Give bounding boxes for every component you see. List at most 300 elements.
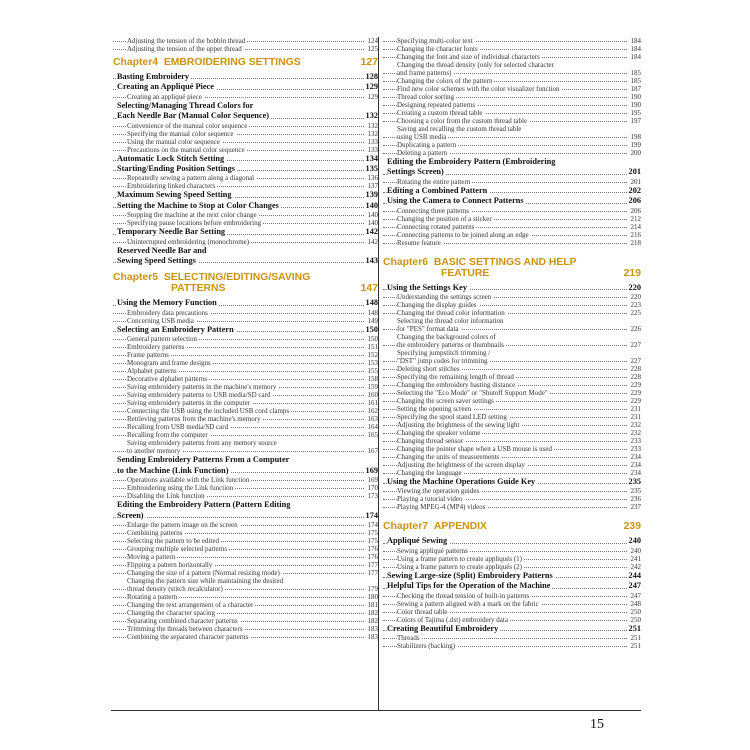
- toc-subentry[interactable]: [113, 625, 378, 633]
- toc-entry-line: Selecting the thread color information: [397, 317, 504, 326]
- toc-entry-text: Changing the character fonts: [397, 45, 478, 53]
- toc-entry-text: Screen): [117, 510, 144, 520]
- toc-page-number: 140: [365, 200, 378, 210]
- toc-entry-text: Connecting patterns to be joined along an edge: [397, 230, 529, 239]
- toc-subentry[interactable]: [113, 335, 378, 343]
- toc-subentry[interactable]: [383, 231, 641, 239]
- toc-entry-text: Specifying the spool stand LED setting: [397, 413, 507, 422]
- toc-page-number: 233: [630, 437, 641, 446]
- toc-page-number: 212: [630, 214, 641, 223]
- toc-subentry[interactable]: [113, 238, 378, 246]
- toc-subentry[interactable]: [113, 391, 378, 399]
- toc-subentry[interactable]: [383, 445, 641, 453]
- toc-entry-text: Adjusting the brightness of the sewing light: [397, 421, 520, 430]
- toc-subentry[interactable]: [383, 461, 641, 469]
- toc-section-entry[interactable]: [113, 190, 378, 200]
- toc-page-number: 227: [630, 357, 641, 366]
- toc-entry-text: Sewing Large-size (Split) Embroidery Patterns: [387, 570, 553, 580]
- toc-entry-text: Specifying the manual color sequence: [127, 129, 234, 138]
- toc-entry-text: Embroidering using the Link function: [127, 484, 234, 493]
- toc-entry-text: Changing the font and size of individual characters: [397, 53, 540, 61]
- toc-section-entry[interactable]: [113, 164, 378, 174]
- toc-page-number: 190: [630, 93, 641, 101]
- toc-subentry[interactable]: [113, 415, 378, 423]
- toc-entry-text: and frame patterns): [397, 69, 452, 77]
- toc-entry-text: Thread color sorting: [397, 93, 455, 101]
- toc-page-number: 183: [367, 624, 378, 633]
- toc-entry-text: Using the manual color sequence: [127, 137, 220, 146]
- toc-entry-text: Moving a pattern: [127, 552, 176, 561]
- toc-section-entry[interactable]: [113, 466, 378, 476]
- toc-page-number: 216: [630, 230, 641, 239]
- toc-entry-text: Stabilizers (backing): [397, 642, 456, 651]
- toc-page-number: 190: [630, 101, 641, 109]
- toc-entry-text: Changing the character spacing: [127, 608, 216, 617]
- toc-page-number: 247: [628, 581, 641, 591]
- toc-entry-text: Changing the language: [397, 469, 462, 478]
- toc-page-number: 233: [630, 445, 641, 454]
- toc-subentry[interactable]: [113, 45, 378, 53]
- toc-section-entry[interactable]: [383, 571, 641, 581]
- toc-subentry[interactable]: [383, 357, 641, 365]
- toc-subentry[interactable]: [113, 37, 378, 45]
- toc-subentry[interactable]: [383, 437, 641, 445]
- toc-subentry[interactable]: [383, 149, 641, 157]
- toc-subentry[interactable]: [113, 431, 378, 439]
- toc-page-number: 185: [630, 69, 641, 77]
- toc-entry-text: Using a frame pattern to create appliqués (1): [397, 554, 522, 563]
- toc-subentry[interactable]: [113, 130, 378, 138]
- toc-page-number: 234: [630, 461, 641, 470]
- toc-subentry[interactable]: [113, 484, 378, 492]
- toc-page-number: 164: [367, 423, 378, 432]
- column-divider: [378, 37, 379, 710]
- toc-subentry[interactable]: [383, 405, 641, 413]
- toc-page-number: 235: [628, 477, 641, 487]
- toc-entry-text: Selecting the "Eco Mode" or "Shutoff Support Mode": [397, 389, 548, 398]
- toc-subentry[interactable]: [113, 601, 378, 609]
- chapter5-entries: [113, 298, 378, 640]
- toc-section-entry[interactable]: [113, 325, 378, 335]
- toc-page-number: 140: [367, 219, 378, 228]
- toc-page-number: 143: [365, 256, 378, 266]
- toc-entry-text: Find new color schemes with the color visualizer function: [397, 85, 560, 93]
- toc-page-number: 179: [367, 584, 378, 593]
- toc-entry-text: Using the Settings Key: [387, 282, 467, 292]
- toc-entry-text: Embroidery data precautions: [127, 308, 208, 317]
- toc-page-number: 159: [367, 383, 378, 392]
- toc-section-entry[interactable]: [383, 477, 641, 487]
- toc-subentry[interactable]: [383, 178, 641, 186]
- toc-entry-text: Changing the screen saver settings: [397, 397, 494, 406]
- toc-entry-text: Convenience of the manual color sequence: [127, 121, 248, 130]
- toc-page-number: 183: [367, 632, 378, 641]
- toc-subentry[interactable]: [383, 600, 641, 608]
- toc-page-number: 199: [630, 141, 641, 149]
- toc-subentry[interactable]: [113, 569, 378, 577]
- toc-entry-text: using USB media: [397, 133, 447, 141]
- toc-page-number: 195: [630, 109, 641, 117]
- toc-section-entry[interactable]: [113, 111, 378, 121]
- chapter-title: BASIC SETTINGS AND HELP: [433, 256, 577, 268]
- toc-entry-text: Playing MPEG-4 (MP4) videos: [397, 503, 486, 512]
- toc-entry-line: Changing the pattern size while maintaining the desired: [127, 576, 284, 585]
- toc-entry-text: Creating an appliqué piece: [127, 92, 202, 101]
- toc-page-number: 150: [365, 324, 378, 334]
- toc-subentry[interactable]: [383, 223, 641, 231]
- toc-subentry[interactable]: [113, 359, 378, 367]
- toc-page-number: 140: [367, 211, 378, 220]
- toc-entry-text: Specifying pause locations before embroidering: [127, 219, 262, 228]
- toc-subentry[interactable]: [383, 365, 641, 373]
- toc-entry-text: Changing the size of a pattern (Normal resizing mode): [127, 568, 280, 577]
- right-column: [383, 37, 641, 650]
- toc-page-number: 218: [630, 238, 641, 247]
- toc-entry-line: Editing the Embroidery Pattern (Embroidering: [387, 157, 556, 166]
- toc-page-number: 139: [365, 190, 378, 200]
- toc-entry-text: Appliqué Sewing: [387, 536, 448, 546]
- right-top-entries: [383, 37, 641, 247]
- toc-entry-text: Choosing a color from the custom thread table: [397, 117, 528, 125]
- toc-entry-text: Flipping a pattern horizontally: [127, 560, 213, 569]
- toc-page-number: 174: [367, 520, 378, 529]
- toc-subentry[interactable]: [383, 413, 641, 421]
- toc-subentry[interactable]: [113, 343, 378, 351]
- toc-page-number: 206: [630, 206, 641, 215]
- toc-section-entry[interactable]: [113, 154, 378, 164]
- toc-entry-text: Using the Memory Function: [117, 298, 217, 308]
- toc-subentry[interactable]: [113, 211, 378, 219]
- toc-section-entry[interactable]: [113, 256, 378, 266]
- toc-page-number: 198: [630, 133, 641, 141]
- toc-entry-text: Deleting a pattern: [397, 149, 448, 157]
- toc-subentry[interactable]: [383, 141, 641, 149]
- toc-page-number: 149: [367, 316, 378, 325]
- toc-page-number: 160: [367, 391, 378, 400]
- chapter7-heading[interactable]: [383, 521, 641, 532]
- toc-entry-text: Sewing a pattern aligned with a mark on the fabric: [397, 599, 539, 608]
- toc-subentry[interactable]: [113, 122, 378, 130]
- toc-subentry[interactable]: [113, 447, 378, 455]
- toc-page-number: 152: [367, 351, 378, 360]
- toc-page-number: 132: [367, 121, 378, 130]
- chapter-label: Chapter5: [113, 272, 159, 284]
- toc-page-number: 134: [365, 153, 378, 163]
- toc-section-entry[interactable]: [113, 72, 378, 82]
- toc-section-entry[interactable]: [383, 536, 641, 546]
- toc-entry-text: Embroidery patterns: [127, 343, 185, 352]
- toc-section-entry[interactable]: [383, 624, 641, 634]
- toc-subentry[interactable]: [383, 469, 641, 477]
- toc-section-entry[interactable]: [113, 227, 378, 237]
- toc-page-number: 165: [367, 431, 378, 440]
- toc-subentry[interactable]: [113, 423, 378, 431]
- toc-subentry[interactable]: [383, 389, 641, 397]
- toc-subentry[interactable]: [113, 219, 378, 227]
- toc-page-number: 182: [367, 608, 378, 617]
- toc-entry-text: Connecting three patterns: [397, 206, 469, 215]
- toc-page-number: 197: [630, 117, 641, 125]
- toc-entry-text: Operations available with the Link function: [127, 476, 250, 485]
- toc-subentry[interactable]: [113, 521, 378, 529]
- toc-entry-text: Automatic Lock Stitch Setting: [117, 153, 225, 163]
- toc-page-number: 158: [367, 375, 378, 384]
- toc-entry-text: the embroidery patterns or thumbnails: [397, 341, 504, 350]
- toc-subentry[interactable]: [383, 503, 641, 511]
- toc-entry-text: Uninterrupted embroidering (monochrome): [127, 237, 250, 246]
- toc-entry-text: Editing a Combined Pattern: [387, 185, 488, 195]
- toc-subentry[interactable]: [383, 215, 641, 223]
- toc-subentry[interactable]: [383, 563, 641, 571]
- toc-page-number: 169: [365, 465, 378, 475]
- toc-entry-text: Using the Machine Operations Guide Key: [387, 477, 536, 487]
- toc-entry-text: to another memory: [127, 447, 181, 456]
- toc-entry-text: Concerning USB media: [127, 316, 194, 325]
- toc-subentry[interactable]: [383, 397, 641, 405]
- toc-entry-text: Alphabet patterns: [127, 367, 177, 376]
- toc-entry-text: Using a frame pattern to create appliqués (2): [397, 562, 522, 571]
- toc-entry-line: Saving embroidery patterns from any memory source: [127, 439, 277, 448]
- toc-page-number: 148: [367, 308, 378, 317]
- toc-subentry[interactable]: [113, 585, 378, 593]
- toc-page-number: 167: [367, 447, 378, 456]
- toc-subentry[interactable]: [383, 555, 641, 563]
- toc-section-entry[interactable]: [113, 511, 378, 521]
- toc-subentry[interactable]: [113, 617, 378, 625]
- toc-entry-text: Each Needle Bar (Manual Color Sequence): [117, 111, 270, 121]
- toc-entry-text: Adjusting the brightness of the screen display: [397, 461, 525, 470]
- toc-subentry[interactable]: [113, 561, 378, 569]
- toc-subentry[interactable]: [383, 133, 641, 141]
- toc-page-number: 240: [628, 536, 641, 546]
- toc-subentry[interactable]: [383, 642, 641, 650]
- toc-subentry[interactable]: [383, 207, 641, 215]
- toc-page-number: 228: [630, 373, 641, 382]
- toc-subentry[interactable]: [383, 421, 641, 429]
- chapter-label: Chapter6: [383, 256, 429, 268]
- toc-subentry[interactable]: [383, 634, 641, 642]
- toc-page-number: 241: [630, 554, 641, 563]
- toc-page-number: 223: [630, 301, 641, 310]
- toc-entry-text: Changing the embroidery basting distance: [397, 381, 516, 390]
- toc-subentry[interactable]: [383, 45, 641, 53]
- toc-entry-text: Specifying the remaining length of thread: [397, 373, 514, 382]
- toc-subentry[interactable]: [383, 293, 641, 301]
- chapter6-heading[interactable]: [383, 257, 641, 279]
- chapter-title: SELECTING/EDITING/SAVING: [163, 272, 311, 284]
- toc-subentry[interactable]: [383, 301, 641, 309]
- toc-page-number: 220: [628, 282, 641, 292]
- toc-page-number: 155: [367, 367, 378, 376]
- toc-subentry[interactable]: [383, 77, 641, 85]
- toc-page-number: 231: [630, 405, 641, 414]
- toc-entry-text: Changing the position of a sticker: [397, 214, 492, 223]
- toc-entry-text: Temporary Needle Bar Setting: [117, 227, 226, 237]
- toc-entry-text: Frame patterns: [127, 351, 169, 360]
- toc-section-entry[interactable]: [383, 283, 641, 293]
- toc-page-number: 133: [367, 137, 378, 146]
- toc-entry-text: Resume feature: [397, 238, 441, 247]
- toc-entry-text: Trimming the threads between characters: [127, 624, 243, 633]
- toc-entry-text: Enlarge the pattern image on the screen: [127, 520, 238, 529]
- toc-subentry[interactable]: [383, 37, 641, 45]
- toc-subentry[interactable]: [113, 174, 378, 182]
- toc-page-number: 202: [628, 185, 641, 195]
- toc-subentry[interactable]: [113, 492, 378, 500]
- toc-page-number: 231: [630, 413, 641, 422]
- toc-section-entry[interactable]: [113, 298, 378, 308]
- toc-entry-text: Designing repeated patterns: [397, 101, 476, 109]
- toc-subentry[interactable]: [113, 399, 378, 407]
- toc-page-number: 229: [630, 389, 641, 398]
- toc-subentry[interactable]: [383, 608, 641, 616]
- toc-page-number: 125: [367, 45, 378, 53]
- toc-entry-text: Separating combined character patterns: [127, 616, 238, 625]
- toc-subentry[interactable]: [383, 429, 641, 437]
- toc-page-number: 228: [630, 365, 641, 374]
- toc-subentry[interactable]: [383, 495, 641, 503]
- toc-subentry[interactable]: [383, 592, 641, 600]
- toc-subentry[interactable]: [383, 487, 641, 495]
- toc-page-number: 161: [367, 399, 378, 408]
- toc-subentry[interactable]: [383, 53, 641, 61]
- toc-page-number: 250: [630, 615, 641, 624]
- toc-entry-text: Combining the separated character patterns: [127, 632, 249, 641]
- toc-subentry[interactable]: [383, 309, 641, 317]
- toc-entry-line: Editing the Embroidery Pattern (Pattern Editing: [117, 500, 291, 510]
- toc-subentry[interactable]: [113, 182, 378, 190]
- toc-section-entry[interactable]: [383, 581, 641, 591]
- toc-page-number: 232: [630, 429, 641, 438]
- toc-subentry[interactable]: [113, 593, 378, 601]
- toc-page-number: 251: [630, 642, 641, 651]
- toc-entry-text: Colors of Tajima (.dst) embroidery data: [397, 615, 508, 624]
- toc-entry-text: Changing the units of measurements: [397, 453, 500, 462]
- toc-subentry[interactable]: [113, 529, 378, 537]
- toc-subentry[interactable]: [383, 109, 641, 117]
- toc-entry-line: Saving and recalling the custom thread table: [397, 125, 522, 133]
- toc-entry-text: Retrieving patterns from the machine's memory: [127, 415, 261, 424]
- toc-entry-text: Settings Screen): [387, 167, 444, 177]
- toc-entry-text: "DST" jump codes for trimming: [397, 357, 488, 366]
- toc-subentry[interactable]: [383, 117, 641, 125]
- toc-subentry[interactable]: [113, 375, 378, 383]
- toc-entry-text: Creating an Appliqué Piece: [117, 82, 214, 92]
- toc-entry-text: Combining patterns: [127, 528, 183, 537]
- toc-subentry[interactable]: [383, 341, 641, 349]
- toc-page-number: 185: [630, 77, 641, 85]
- toc-page-number: 180: [367, 592, 378, 601]
- toc-page-number: 132: [367, 129, 378, 138]
- toc-entry-text: Basting Embroidery: [117, 72, 189, 81]
- toc-entry-text: Recalling from the computer: [127, 431, 208, 440]
- toc-page-number: 227: [630, 341, 641, 350]
- toc-entry-text: Viewing the operation guides: [397, 487, 480, 496]
- toc-entry-text: Using the Camera to Connect Patterns: [387, 196, 524, 206]
- toc-subentry[interactable]: [383, 69, 641, 77]
- chapter4-entries: [113, 72, 378, 266]
- toc-page-number: 150: [367, 335, 378, 344]
- toc-page-number: 236: [630, 495, 641, 504]
- toc-entry-text: Creating Beautiful Embroidery: [387, 623, 499, 633]
- toc-entry-line: Selecting/Managing Thread Colors for: [117, 100, 254, 110]
- toc-subentry[interactable]: [113, 633, 378, 641]
- toc-entry-text: Threads: [397, 634, 420, 643]
- toc-section-entry[interactable]: [113, 82, 378, 92]
- toc-subentry[interactable]: [383, 547, 641, 555]
- toc-subentry[interactable]: [383, 373, 641, 381]
- chapter5-heading[interactable]: [113, 272, 378, 294]
- toc-page-number: 201: [628, 167, 641, 177]
- toc-subentry[interactable]: [113, 146, 378, 154]
- chapter4-heading[interactable]: [113, 57, 378, 68]
- toc-subentry[interactable]: [113, 351, 378, 359]
- chapter-title: EMBROIDERING SETTINGS: [163, 57, 301, 68]
- toc-subentry[interactable]: [383, 239, 641, 247]
- toc-subentry[interactable]: [113, 609, 378, 617]
- toc-subentry[interactable]: [113, 138, 378, 146]
- toc-section-entry[interactable]: [113, 201, 378, 211]
- toc-page-number: 226: [630, 325, 641, 334]
- toc-page-number: 234: [630, 453, 641, 462]
- toc-entry-line: Sending Embroidery Patterns From a Computer: [117, 455, 290, 465]
- toc-subentry[interactable]: [113, 93, 378, 101]
- toc-entry-text: Precautions on the manual color sequence: [127, 145, 245, 154]
- toc-entry-text: Changing the thread color information: [397, 309, 505, 318]
- toc-page-number: 163: [367, 415, 378, 424]
- chapter-label: Chapter4: [113, 57, 159, 68]
- toc-entry-text: Saving embroidery patterns in the machine's memory: [127, 383, 277, 392]
- toc-subentry[interactable]: [383, 93, 641, 101]
- toc-subentry[interactable]: [383, 85, 641, 93]
- toc-subentry[interactable]: [113, 383, 378, 391]
- toc-subentry[interactable]: [383, 453, 641, 461]
- toc-subentry[interactable]: [383, 616, 641, 624]
- toc-subentry[interactable]: [113, 407, 378, 415]
- toc-entry-text: Changing thread sensor: [397, 437, 464, 446]
- toc-subentry[interactable]: [383, 325, 641, 333]
- toc-entry-text: Setting the opening screen: [397, 405, 472, 414]
- toc-subentry[interactable]: [113, 545, 378, 553]
- toc-page-number: 247: [630, 591, 641, 600]
- toc-subentry[interactable]: [113, 309, 378, 317]
- toc-subentry[interactable]: [113, 317, 378, 325]
- toc-entry-text: Changing the text arrangement of a character: [127, 600, 254, 609]
- chapter-page: 147: [360, 283, 378, 295]
- toc-section-entry[interactable]: [383, 196, 641, 206]
- toc-page-number: 133: [367, 145, 378, 154]
- toc-entry-text: Selecting the pattern to be edited: [127, 536, 219, 545]
- toc-entry-text: Recalling from USB media/SD card: [127, 423, 229, 432]
- toc-subentry[interactable]: [113, 537, 378, 545]
- toc-subentry[interactable]: [383, 101, 641, 109]
- toc-subentry[interactable]: [113, 367, 378, 375]
- toc-entry-text: Changing the pointer shape when a USB mouse is used: [397, 445, 552, 454]
- chapter-label: Chapter7: [383, 521, 429, 533]
- toc-entry-line: Specifying jumpstitch trimming /: [397, 349, 491, 358]
- toc-entry-text: Sewing Speed Settings: [117, 256, 196, 266]
- toc-page-number: 184: [630, 53, 641, 61]
- toc-page-number: 200: [630, 149, 641, 157]
- toc-subentry[interactable]: [113, 476, 378, 484]
- toc-entry-text: Changing the display guides: [397, 301, 477, 310]
- toc-subentry[interactable]: [113, 553, 378, 561]
- toc-section-entry[interactable]: [383, 167, 641, 177]
- toc-subentry[interactable]: [383, 381, 641, 389]
- toc-section-entry[interactable]: [383, 186, 641, 196]
- toc-entry-text: Helpful Tips for the Operation of the Machine: [387, 581, 551, 591]
- toc-page-number: 250: [630, 607, 641, 616]
